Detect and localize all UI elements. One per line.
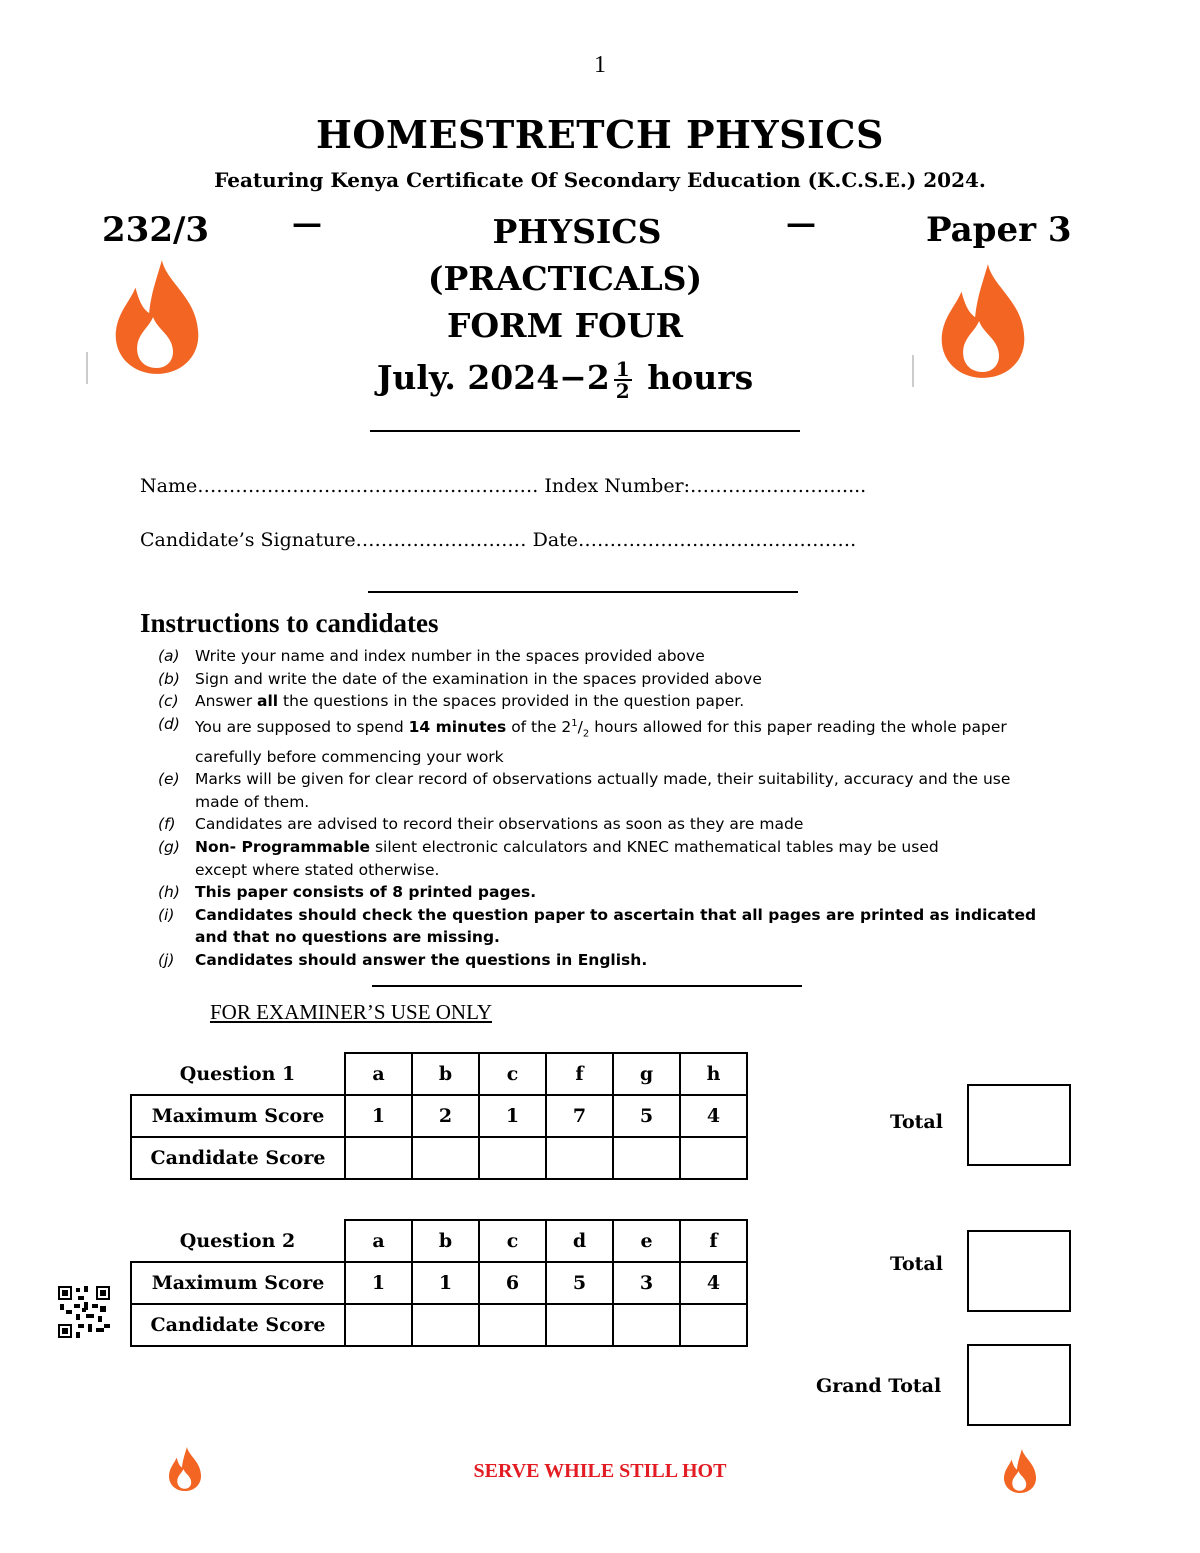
instruction-item — [158, 668, 1038, 691]
max-score-cell: 5 — [613, 1095, 680, 1137]
max-score-cell: 3 — [613, 1262, 680, 1304]
instruction-label: (b) — [158, 669, 180, 688]
candidate-score-cell[interactable] — [613, 1137, 680, 1179]
name-index-field[interactable]: Name………………………………..……………. Index Number:…………………….... — [140, 475, 867, 497]
candidate-score-cell[interactable] — [345, 1137, 412, 1179]
subtitle: Featuring Kenya Certificate Of Secondary Education (K.C.S.E.) 2024. — [214, 168, 986, 192]
part-label: a — [345, 1053, 412, 1095]
part-label: g — [613, 1053, 680, 1095]
candidate-score-cell[interactable] — [613, 1304, 680, 1346]
part-label: a — [345, 1220, 412, 1262]
instruction-item — [158, 813, 1038, 836]
dash-left: — — [292, 206, 322, 241]
instruction-label: (e) — [158, 770, 180, 789]
part-label: e — [613, 1220, 680, 1262]
q1-total-box[interactable] — [967, 1084, 1071, 1166]
footer-slogan: SERVE WHILE STILL HOT — [473, 1460, 727, 1482]
candidate-score-cell[interactable] — [479, 1304, 546, 1346]
flame-icon — [934, 262, 1032, 380]
instruction-item — [158, 690, 1038, 713]
instruction-label: (j) — [158, 950, 175, 969]
question2-score-table — [130, 1219, 748, 1347]
divider — [368, 591, 798, 593]
paper-number: Paper 3 — [926, 210, 1072, 250]
max-score-cell: 7 — [546, 1095, 613, 1137]
instruction-label: (h) — [158, 883, 180, 902]
instruction-text: This paper consists of 8 printed pages. — [195, 883, 537, 902]
question1-score-table — [130, 1052, 748, 1180]
fraction-numerator: 1 — [615, 357, 630, 381]
max-score-cell: 4 — [680, 1095, 747, 1137]
instruction-label: (c) — [158, 692, 179, 711]
candidate-score-cell[interactable] — [546, 1304, 613, 1346]
grand-total-label: Grand Total — [816, 1375, 942, 1397]
instruction-text: Answer all the questions in the spaces provided in the question paper. — [195, 692, 745, 711]
instruction-item — [158, 645, 1038, 668]
instructions-title: Instructions to candidates — [140, 608, 439, 638]
candidate-score-cell[interactable] — [546, 1137, 613, 1179]
part-label: c — [479, 1053, 546, 1095]
candidate-score-cell[interactable] — [479, 1137, 546, 1179]
instruction-item — [158, 904, 1038, 949]
max-score-label: Maximum Score — [131, 1262, 345, 1304]
grand-total-box[interactable] — [967, 1344, 1071, 1426]
instruction-item — [158, 713, 1038, 768]
max-score-cell: 1 — [412, 1262, 479, 1304]
part-label: f — [680, 1220, 747, 1262]
page-number: 1 — [594, 52, 606, 78]
instruction-text: Candidates should answer the questions in English. — [195, 950, 648, 969]
exam-date: July. 2024−2 — [376, 358, 610, 397]
main-title: HOMESTRETCH PHYSICS — [316, 112, 884, 157]
instruction-text: Candidates should check the question paper to ascertain that all pages are printed as indicated and that no questions are missing. — [195, 905, 1037, 947]
instruction-item — [158, 768, 1038, 813]
instruction-label: (g) — [158, 838, 180, 856]
question2-label: Question 2 — [179, 1229, 296, 1252]
candidate-score-cell[interactable] — [680, 1304, 747, 1346]
divider — [370, 430, 800, 432]
candidate-score-label: Candidate Score — [131, 1137, 345, 1179]
max-score-cell: 1 — [345, 1095, 412, 1137]
candidate-score-label: Candidate Score — [131, 1304, 345, 1346]
decor-line — [912, 355, 914, 387]
instruction-text: Non- Programmable silent electronic calculators and KNEC mathematical tables may be usedexcept where stated otherwise. — [195, 838, 939, 879]
max-score-cell: 2 — [412, 1095, 479, 1137]
instruction-text: Marks will be given for clear record of observations actually made, their suitability, accuracy and the use made of them. — [195, 770, 1011, 811]
instruction-label: (a) — [158, 647, 180, 665]
instruction-label: (f) — [158, 815, 176, 834]
max-score-cell: 6 — [479, 1262, 546, 1304]
paper-code: 232/3 — [102, 210, 210, 250]
subject-title: PHYSICS — [492, 212, 662, 251]
instruction-label: (i) — [158, 905, 175, 924]
max-score-cell: 4 — [680, 1262, 747, 1304]
subject-practicals: (PRACTICALS) — [427, 259, 703, 298]
form-level: FORM FOUR — [447, 306, 683, 345]
q1-total-label: Total — [890, 1111, 943, 1133]
part-label: b — [412, 1220, 479, 1262]
instructions-list — [158, 645, 1038, 972]
signature-date-field[interactable]: Candidate’s Signature……………………… Date………………………….…………. — [140, 529, 857, 551]
max-score-cell: 5 — [546, 1262, 613, 1304]
decor-line — [86, 352, 88, 384]
q2-total-label: Total — [890, 1253, 943, 1275]
part-label: c — [479, 1220, 546, 1262]
examiner-heading: FOR EXAMINER’S USE ONLY — [210, 1000, 492, 1024]
candidate-score-cell[interactable] — [412, 1304, 479, 1346]
instruction-item — [158, 836, 1038, 881]
duration-fraction — [614, 359, 632, 401]
qr-code-icon — [58, 1286, 110, 1338]
dash-right: — — [786, 206, 816, 241]
max-score-cell: 1 — [345, 1262, 412, 1304]
divider — [372, 985, 802, 987]
part-label: h — [680, 1053, 747, 1095]
instruction-item — [158, 881, 1038, 904]
instruction-item — [158, 949, 1038, 972]
candidate-score-cell[interactable] — [345, 1304, 412, 1346]
max-score-cell: 1 — [479, 1095, 546, 1137]
instruction-text: You are supposed to spend 14 minutes of the $2^1/_2$ hours allowed for this paper reading the whole paper carefully before commencing your work — [195, 717, 1007, 766]
instruction-text: Candidates are advised to record their observations as soon as they are made — [195, 815, 804, 834]
fraction-denominator: 2 — [615, 379, 630, 403]
candidate-score-cell[interactable] — [412, 1137, 479, 1179]
max-score-label: Maximum Score — [131, 1095, 345, 1137]
flame-icon — [108, 258, 206, 376]
q2-total-box[interactable] — [967, 1230, 1071, 1312]
question1-label: Question 1 — [179, 1062, 296, 1085]
candidate-score-cell[interactable] — [680, 1137, 747, 1179]
instruction-label: (d) — [158, 714, 180, 733]
part-label: b — [412, 1053, 479, 1095]
part-label: d — [546, 1220, 613, 1262]
part-label: f — [546, 1053, 613, 1095]
instruction-text: Write your name and index number in the spaces provided above — [195, 647, 705, 665]
hours-label: hours — [647, 358, 754, 397]
instruction-text: Sign and write the date of the examination in the spaces provided above — [195, 669, 762, 688]
exam-date-duration — [340, 358, 790, 401]
